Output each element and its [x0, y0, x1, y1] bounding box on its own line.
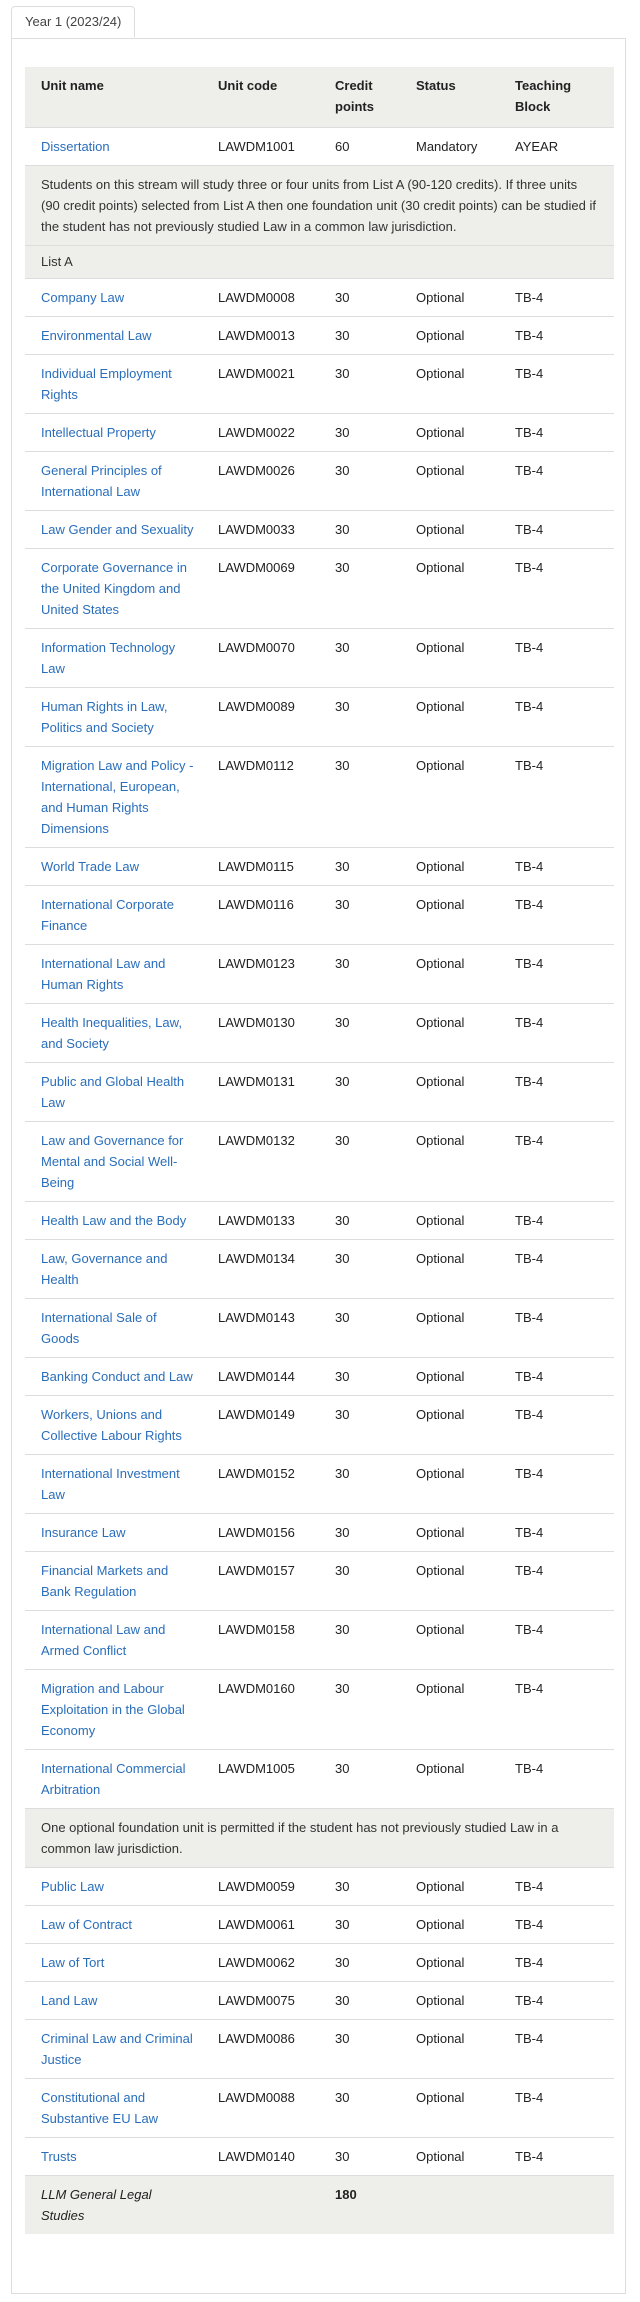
header-unit-code: Unit code — [202, 67, 319, 128]
unit-code: LAWDM0115 — [202, 848, 319, 886]
unit-credits: 30 — [319, 1240, 400, 1299]
total-row — [25, 2176, 614, 2235]
table-row — [25, 355, 614, 414]
unit-status: Optional — [400, 1004, 499, 1063]
table-row — [25, 128, 614, 166]
unit-teaching-block: TB-4 — [499, 317, 614, 355]
unit-credits: 30 — [319, 1670, 400, 1750]
list-a-heading: List A — [25, 246, 614, 279]
table-row — [25, 511, 614, 549]
unit-credits: 30 — [319, 2138, 400, 2176]
header-credit-points: Credit points — [319, 67, 400, 128]
unit-credits: 30 — [319, 1514, 400, 1552]
unit-code: LAWDM0149 — [202, 1396, 319, 1455]
table-row — [25, 549, 614, 629]
unit-credits: 30 — [319, 1611, 400, 1670]
unit-teaching-block: TB-4 — [499, 2079, 614, 2138]
unit-link[interactable]: General Principles of International Law — [41, 463, 162, 499]
unit-code: LAWDM0131 — [202, 1063, 319, 1122]
unit-code: LAWDM0116 — [202, 886, 319, 945]
unit-credits: 30 — [319, 1750, 400, 1809]
unit-code: LAWDM0026 — [202, 452, 319, 511]
unit-credits: 30 — [319, 1202, 400, 1240]
unit-link[interactable]: International Corporate Finance — [41, 897, 174, 933]
unit-status: Optional — [400, 886, 499, 945]
unit-link[interactable]: Health Law and the Body — [41, 1213, 187, 1228]
unit-link[interactable]: Law of Tort — [41, 1955, 105, 1970]
unit-status: Optional — [400, 688, 499, 747]
table-row — [25, 1868, 614, 1906]
unit-teaching-block: TB-4 — [499, 1240, 614, 1299]
unit-status: Optional — [400, 2079, 499, 2138]
unit-link[interactable]: Public Law — [41, 1879, 104, 1894]
unit-code: LAWDM0021 — [202, 355, 319, 414]
unit-link[interactable]: World Trade Law — [41, 859, 140, 874]
unit-link[interactable]: Individual Employment Rights — [41, 366, 172, 402]
unit-credits: 30 — [319, 1004, 400, 1063]
unit-teaching-block: TB-4 — [499, 886, 614, 945]
unit-code: LAWDM0133 — [202, 1202, 319, 1240]
unit-status: Optional — [400, 511, 499, 549]
unit-code: LAWDM0061 — [202, 1906, 319, 1944]
table-row — [25, 317, 614, 355]
unit-link[interactable]: Information Technology Law — [41, 640, 176, 676]
unit-status: Mandatory — [400, 128, 499, 166]
unit-code: LAWDM0144 — [202, 1358, 319, 1396]
unit-teaching-block: TB-4 — [499, 452, 614, 511]
table-row — [25, 747, 614, 848]
total-blank — [400, 2176, 499, 2235]
unit-link[interactable]: Law, Governance and Health — [41, 1251, 168, 1287]
unit-credits: 30 — [319, 1868, 400, 1906]
unit-credits: 30 — [319, 2079, 400, 2138]
unit-credits: 30 — [319, 1122, 400, 1202]
table-row — [25, 452, 614, 511]
table-row — [25, 1299, 614, 1358]
unit-status: Optional — [400, 1122, 499, 1202]
unit-status: Optional — [400, 1906, 499, 1944]
unit-teaching-block: TB-4 — [499, 1982, 614, 2020]
total-blank — [499, 2176, 614, 2235]
unit-code: LAWDM0013 — [202, 317, 319, 355]
unit-status: Optional — [400, 747, 499, 848]
unit-teaching-block: TB-4 — [499, 355, 614, 414]
unit-status: Optional — [400, 1063, 499, 1122]
unit-link[interactable]: Insurance Law — [41, 1525, 126, 1540]
unit-code: LAWDM0158 — [202, 1611, 319, 1670]
unit-credits: 30 — [319, 747, 400, 848]
table-row — [25, 1004, 614, 1063]
unit-status: Optional — [400, 279, 499, 317]
unit-code: LAWDM0152 — [202, 1455, 319, 1514]
unit-credits: 30 — [319, 549, 400, 629]
unit-credits: 30 — [319, 1063, 400, 1122]
table-row — [25, 1944, 614, 1982]
unit-link[interactable]: Law of Contract — [41, 1917, 133, 1932]
unit-code: LAWDM0008 — [202, 279, 319, 317]
table-row — [25, 1358, 614, 1396]
table-row — [25, 1202, 614, 1240]
table-row — [25, 1455, 614, 1514]
table-row — [25, 1611, 614, 1670]
unit-teaching-block: TB-4 — [499, 1299, 614, 1358]
unit-link[interactable]: International Law and Human Rights — [41, 956, 166, 992]
unit-code: LAWDM0156 — [202, 1514, 319, 1552]
unit-code: LAWDM0123 — [202, 945, 319, 1004]
table-row — [25, 629, 614, 688]
table-row — [25, 2079, 614, 2138]
unit-credits: 30 — [319, 848, 400, 886]
header-unit-name: Unit name — [25, 67, 202, 128]
unit-credits: 30 — [319, 1299, 400, 1358]
unit-status: Optional — [400, 848, 499, 886]
unit-teaching-block: TB-4 — [499, 1670, 614, 1750]
unit-credits: 30 — [319, 1944, 400, 1982]
unit-status: Optional — [400, 1982, 499, 2020]
table-row — [25, 1240, 614, 1299]
unit-status: Optional — [400, 1750, 499, 1809]
unit-teaching-block: TB-4 — [499, 511, 614, 549]
unit-link[interactable]: Intellectual Property — [41, 425, 156, 440]
table-row — [25, 1514, 614, 1552]
unit-teaching-block: TB-4 — [499, 1004, 614, 1063]
unit-credits: 30 — [319, 414, 400, 452]
unit-teaching-block: TB-4 — [499, 279, 614, 317]
total-stream-name: LLM General Legal Studies — [25, 2176, 202, 2235]
unit-teaching-block: AYEAR — [499, 128, 614, 166]
table-row — [25, 1063, 614, 1122]
unit-link[interactable]: Dissertation — [41, 139, 110, 154]
unit-link[interactable]: International Investment Law — [41, 1466, 180, 1502]
header-teaching-block: Teaching Block — [499, 67, 614, 128]
unit-credits: 30 — [319, 317, 400, 355]
unit-status: Optional — [400, 452, 499, 511]
unit-link[interactable]: International Commercial Arbitration — [41, 1761, 186, 1797]
unit-credits: 30 — [319, 355, 400, 414]
unit-status: Optional — [400, 2138, 499, 2176]
unit-status: Optional — [400, 549, 499, 629]
unit-code: LAWDM0143 — [202, 1299, 319, 1358]
unit-teaching-block: TB-4 — [499, 2138, 614, 2176]
table-row — [25, 688, 614, 747]
unit-credits: 30 — [319, 1396, 400, 1455]
unit-link[interactable]: Constitutional and Substantive EU Law — [41, 2090, 159, 2126]
unit-credits: 30 — [319, 1552, 400, 1611]
unit-code: LAWDM0132 — [202, 1122, 319, 1202]
unit-status: Optional — [400, 2020, 499, 2079]
unit-teaching-block: TB-4 — [499, 1122, 614, 1202]
tab-bar — [11, 0, 626, 39]
unit-credits: 60 — [319, 128, 400, 166]
unit-credits: 30 — [319, 279, 400, 317]
unit-code: LAWDM1005 — [202, 1750, 319, 1809]
unit-code: LAWDM0130 — [202, 1004, 319, 1063]
unit-status: Optional — [400, 317, 499, 355]
unit-credits: 30 — [319, 886, 400, 945]
unit-link[interactable]: Company Law — [41, 290, 125, 305]
unit-link[interactable]: Financial Markets and Bank Regulation — [41, 1563, 169, 1599]
unit-status: Optional — [400, 1868, 499, 1906]
unit-status: Optional — [400, 1358, 499, 1396]
unit-teaching-block: TB-4 — [499, 629, 614, 688]
unit-code: LAWDM0022 — [202, 414, 319, 452]
unit-teaching-block: TB-4 — [499, 1358, 614, 1396]
total-blank — [202, 2176, 319, 2235]
table-row — [25, 848, 614, 886]
table-row — [25, 2020, 614, 2079]
unit-teaching-block: TB-4 — [499, 1552, 614, 1611]
unit-teaching-block: TB-4 — [499, 1455, 614, 1514]
unit-link[interactable]: Workers, Unions and Collective Labour Rights — [41, 1407, 182, 1443]
unit-link[interactable]: Migration and Labour Exploitation in the Global Economy — [41, 1681, 185, 1738]
unit-status: Optional — [400, 355, 499, 414]
table-row — [25, 1552, 614, 1611]
unit-code: LAWDM0134 — [202, 1240, 319, 1299]
unit-code: LAWDM1001 — [202, 128, 319, 166]
unit-link[interactable]: Environmental Law — [41, 328, 152, 343]
table-row — [25, 279, 614, 317]
unit-teaching-block: TB-4 — [499, 1944, 614, 1982]
unit-status: Optional — [400, 1202, 499, 1240]
unit-credits: 30 — [319, 1906, 400, 1944]
unit-status: Optional — [400, 1611, 499, 1670]
unit-teaching-block: TB-4 — [499, 1906, 614, 1944]
unit-credits: 30 — [319, 452, 400, 511]
table-row — [25, 2138, 614, 2176]
unit-status: Optional — [400, 1944, 499, 1982]
unit-teaching-block: TB-4 — [499, 1396, 614, 1455]
unit-link[interactable]: Migration Law and Policy - International, European, and Human Rights Dimensions — [41, 758, 194, 836]
unit-code: LAWDM0112 — [202, 747, 319, 848]
unit-link[interactable]: Law Gender and Sexuality — [41, 522, 194, 537]
unit-link[interactable]: Law and Governance for Mental and Social Well-Being — [41, 1133, 184, 1190]
unit-link[interactable]: Land Law — [41, 1993, 98, 2008]
units-table — [25, 67, 614, 2234]
table-row — [25, 1982, 614, 2020]
unit-teaching-block: TB-4 — [499, 414, 614, 452]
unit-code: LAWDM0062 — [202, 1944, 319, 1982]
list-a-note: Students on this stream will study three or four units from List A (90-120 credits). If three units (90 credit points) selected from List A then one foundation unit (30 credit points) can be studied if the student has not previously studied Law in a common law jurisdiction. — [25, 166, 614, 246]
unit-teaching-block: TB-4 — [499, 688, 614, 747]
list-a-heading-row — [25, 246, 614, 279]
foundation-note-row — [25, 1809, 614, 1868]
unit-teaching-block: TB-4 — [499, 1868, 614, 1906]
list-a-note-row — [25, 166, 614, 246]
unit-status: Optional — [400, 1455, 499, 1514]
unit-code: LAWDM0160 — [202, 1670, 319, 1750]
unit-teaching-block: TB-4 — [499, 549, 614, 629]
unit-teaching-block: TB-4 — [499, 1202, 614, 1240]
unit-status: Optional — [400, 1240, 499, 1299]
unit-code: LAWDM0059 — [202, 1868, 319, 1906]
unit-link[interactable]: Public and Global Health Law — [41, 1074, 185, 1110]
unit-credits: 30 — [319, 2020, 400, 2079]
unit-teaching-block: TB-4 — [499, 1750, 614, 1809]
tab-panel — [11, 39, 626, 2294]
unit-code: LAWDM0069 — [202, 549, 319, 629]
unit-credits: 30 — [319, 1455, 400, 1514]
tab-year-1[interactable]: Year 1 (2023/24) — [11, 6, 135, 38]
unit-status: Optional — [400, 1299, 499, 1358]
unit-credits: 30 — [319, 1358, 400, 1396]
table-row — [25, 414, 614, 452]
unit-code: LAWDM0070 — [202, 629, 319, 688]
unit-link[interactable]: International Sale of Goods — [41, 1310, 157, 1346]
unit-teaching-block: TB-4 — [499, 945, 614, 1004]
unit-status: Optional — [400, 1396, 499, 1455]
unit-status: Optional — [400, 1552, 499, 1611]
unit-code: LAWDM0157 — [202, 1552, 319, 1611]
unit-code: LAWDM0089 — [202, 688, 319, 747]
table-row — [25, 1906, 614, 1944]
table-row — [25, 945, 614, 1004]
unit-status: Optional — [400, 629, 499, 688]
unit-code: LAWDM0075 — [202, 1982, 319, 2020]
unit-credits: 30 — [319, 511, 400, 549]
unit-teaching-block: TB-4 — [499, 1611, 614, 1670]
unit-teaching-block: TB-4 — [499, 2020, 614, 2079]
table-row — [25, 1670, 614, 1750]
foundation-note: One optional foundation unit is permitted if the student has not previously studied Law in a common law jurisdiction. — [25, 1809, 614, 1868]
unit-code: LAWDM0086 — [202, 2020, 319, 2079]
unit-teaching-block: TB-4 — [499, 1063, 614, 1122]
unit-credits: 30 — [319, 945, 400, 1004]
unit-status: Optional — [400, 945, 499, 1004]
unit-code: LAWDM0140 — [202, 2138, 319, 2176]
unit-link[interactable]: International Law and Armed Conflict — [41, 1622, 166, 1658]
unit-status: Optional — [400, 1670, 499, 1750]
unit-credits: 30 — [319, 629, 400, 688]
unit-link[interactable]: Corporate Governance in the United Kingdom and United States — [41, 560, 187, 617]
table-row — [25, 1396, 614, 1455]
table-row — [25, 886, 614, 945]
unit-status: Optional — [400, 414, 499, 452]
unit-link[interactable]: Health Inequalities, Law, and Society — [41, 1015, 182, 1051]
unit-teaching-block: TB-4 — [499, 747, 614, 848]
table-row — [25, 1750, 614, 1809]
unit-teaching-block: TB-4 — [499, 1514, 614, 1552]
unit-link[interactable]: Human Rights in Law, Politics and Society — [41, 699, 168, 735]
unit-credits: 30 — [319, 1982, 400, 2020]
unit-credits: 30 — [319, 688, 400, 747]
unit-link[interactable]: Criminal Law and Criminal Justice — [41, 2031, 193, 2067]
unit-code: LAWDM0033 — [202, 511, 319, 549]
total-credits: 180 — [319, 2176, 400, 2235]
unit-code: LAWDM0088 — [202, 2079, 319, 2138]
header-status: Status — [400, 67, 499, 128]
unit-link[interactable]: Banking Conduct and Law — [41, 1369, 193, 1384]
unit-link[interactable]: Trusts — [41, 2149, 77, 2164]
table-header-row — [25, 67, 614, 128]
table-row — [25, 1122, 614, 1202]
unit-teaching-block: TB-4 — [499, 848, 614, 886]
unit-status: Optional — [400, 1514, 499, 1552]
